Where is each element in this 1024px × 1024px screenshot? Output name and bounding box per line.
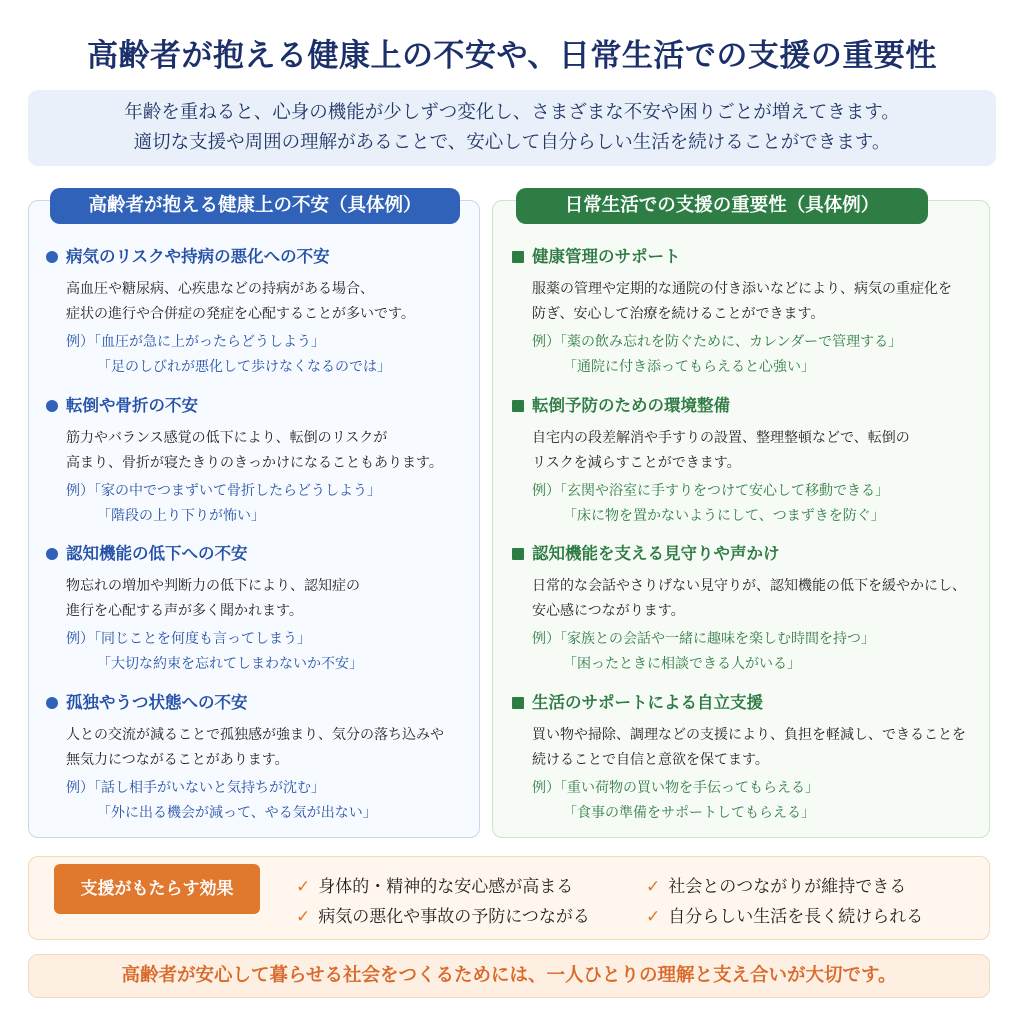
- effects-label: 支援がもたらす効果: [54, 864, 260, 914]
- support-text: 続けることで自信と意欲を保てます。: [532, 752, 769, 768]
- circle-bullet-icon: [46, 400, 58, 412]
- effect-item: [646, 902, 923, 927]
- concern-example: 例）「話し相手がいないと気持ちが沈む」: [66, 780, 325, 796]
- support-example: 「困ったときに相談できる人がいる」: [563, 656, 801, 672]
- concern-example: 「階段の上り下りが怖い」: [97, 508, 265, 524]
- square-bullet-icon: [512, 697, 524, 709]
- effect-item: [296, 872, 573, 897]
- concern-item: [46, 543, 363, 677]
- support-text: リスクを減らすことができます。: [532, 455, 741, 471]
- support-text: 防ぎ、安心して治療を続けることができます。: [532, 306, 825, 322]
- effect-text: 病気の悪化や事故の予防につながる: [318, 907, 590, 927]
- daily-support-heading: 日常生活での支援の重要性（具体例）: [516, 188, 928, 224]
- support-title: 生活のサポートによる自立支援: [532, 693, 763, 712]
- support-item: [512, 692, 966, 826]
- support-example: 例）「玄関や浴室に手すりをつけて安心して移動できる」: [532, 483, 889, 499]
- circle-bullet-icon: [46, 251, 58, 263]
- concern-text: 人との交流が減ることで孤独感が強まり、気分の落ち込みや: [66, 727, 444, 743]
- footer-message: 高齢者が安心して暮らせる社会をつくるためには、一人ひとりの理解と支え合いが大切です。: [28, 954, 990, 998]
- square-bullet-icon: [512, 251, 524, 263]
- effect-text: 社会とのつながりが維持できる: [668, 877, 907, 897]
- square-bullet-icon: [512, 400, 524, 412]
- concern-title: 病気のリスクや持病の悪化への不安: [66, 247, 330, 266]
- support-example: 「食事の準備をサポートしてもらえる」: [563, 805, 815, 821]
- support-example: 例）「家族との会話や一緒に趣味を楽しむ時間を持つ」: [532, 631, 875, 647]
- support-example: 例）「薬の飲み忘れを防ぐために、カレンダーで管理する」: [532, 334, 903, 350]
- support-example: 例）「重い荷物の買い物を手伝ってもらえる」: [532, 780, 819, 796]
- circle-bullet-icon: [46, 548, 58, 560]
- effect-text: 自分らしい生活を長く続けられる: [668, 907, 924, 927]
- concern-item: [46, 246, 415, 380]
- intro-line-2: 適切な支援や周囲の理解があることで、安心して自分らしい生活を続けることができます。: [133, 132, 891, 153]
- concern-title: 孤独やうつ状態への不安: [66, 693, 248, 712]
- support-item: [512, 395, 910, 529]
- check-icon: ✓: [296, 907, 311, 927]
- support-text: 服薬の管理や定期的な通院の付き添いなどにより、病気の重症化を: [532, 281, 952, 297]
- concern-item: [46, 692, 444, 826]
- support-text: 買い物や掃除、調理などの支援により、負担を軽減し、できることを: [532, 727, 966, 743]
- concern-text: 物忘れの増加や判断力の低下により、認知症の: [66, 578, 360, 594]
- concern-example: 「足のしびれが悪化して歩けなくなるのでは」: [97, 359, 391, 375]
- concern-text: 進行を心配する声が多く聞かれます。: [66, 603, 303, 619]
- concern-text: 症状の進行や合併症の発症を心配することが多いです。: [66, 306, 415, 322]
- effect-text: 身体的・精神的な安心感が高まる: [318, 877, 574, 897]
- support-example: 「通院に付き添ってもらえると心強い」: [563, 359, 815, 375]
- intro-line-1: 年齢を重ねると、心身の機能が少しずつ変化し、さまざまな不安や困りごとが増えてきます。: [124, 102, 900, 123]
- circle-bullet-icon: [46, 697, 58, 709]
- support-text: 自宅内の段差解消や手すりの設置、整理整頓などで、転倒の: [532, 430, 910, 446]
- support-example: 「床に物を置かないようにして、つまずきを防ぐ」: [563, 508, 885, 524]
- concern-item: [46, 395, 443, 529]
- concern-example: 例）「同じことを何度も言ってしまう」: [66, 631, 311, 647]
- support-title: 認知機能を支える見守りや声かけ: [532, 544, 780, 563]
- support-title: 健康管理のサポート: [532, 247, 681, 266]
- support-item: [512, 246, 952, 380]
- support-text: 安心感につながります。: [532, 603, 685, 619]
- support-title: 転倒予防のための環境整備: [532, 396, 730, 415]
- support-item: [512, 543, 966, 677]
- concern-example: 「大切な約束を忘れてしまわないか不安」: [97, 656, 363, 672]
- concern-title: 認知機能の低下への不安: [66, 544, 248, 563]
- check-icon: ✓: [646, 907, 661, 927]
- health-concerns-heading: 高齢者が抱える健康上の不安（具体例）: [50, 188, 460, 224]
- concern-title: 転倒や骨折の不安: [66, 396, 198, 415]
- check-icon: ✓: [646, 877, 661, 897]
- concern-text: 高血圧や糖尿病、心疾患などの持病がある場合、: [66, 281, 374, 297]
- page-title: 高齢者が抱える健康上の不安や、日常生活での支援の重要性: [87, 38, 937, 74]
- effect-item: [646, 872, 906, 897]
- concern-example: 「外に出る機会が減って、やる気が出ない」: [97, 805, 377, 821]
- effect-item: [296, 902, 590, 927]
- check-icon: ✓: [296, 877, 311, 897]
- concern-text: 高まり、骨折が寝たきりのきっかけになることもあります。: [66, 455, 443, 471]
- concern-example: 例）「血圧が急に上がったらどうしよう」: [66, 334, 325, 350]
- concern-text: 筋力やバランス感覚の低下により、転倒のリスクが: [66, 430, 388, 446]
- concern-text: 無気力につながることがあります。: [66, 752, 289, 768]
- intro-box: [28, 90, 996, 166]
- concern-example: 例）「家の中でつまずいて骨折したらどうしよう」: [66, 483, 381, 499]
- square-bullet-icon: [512, 548, 524, 560]
- support-text: 日常的な会話やさりげない見守りが、認知機能の低下を緩やかにし、: [532, 578, 966, 594]
